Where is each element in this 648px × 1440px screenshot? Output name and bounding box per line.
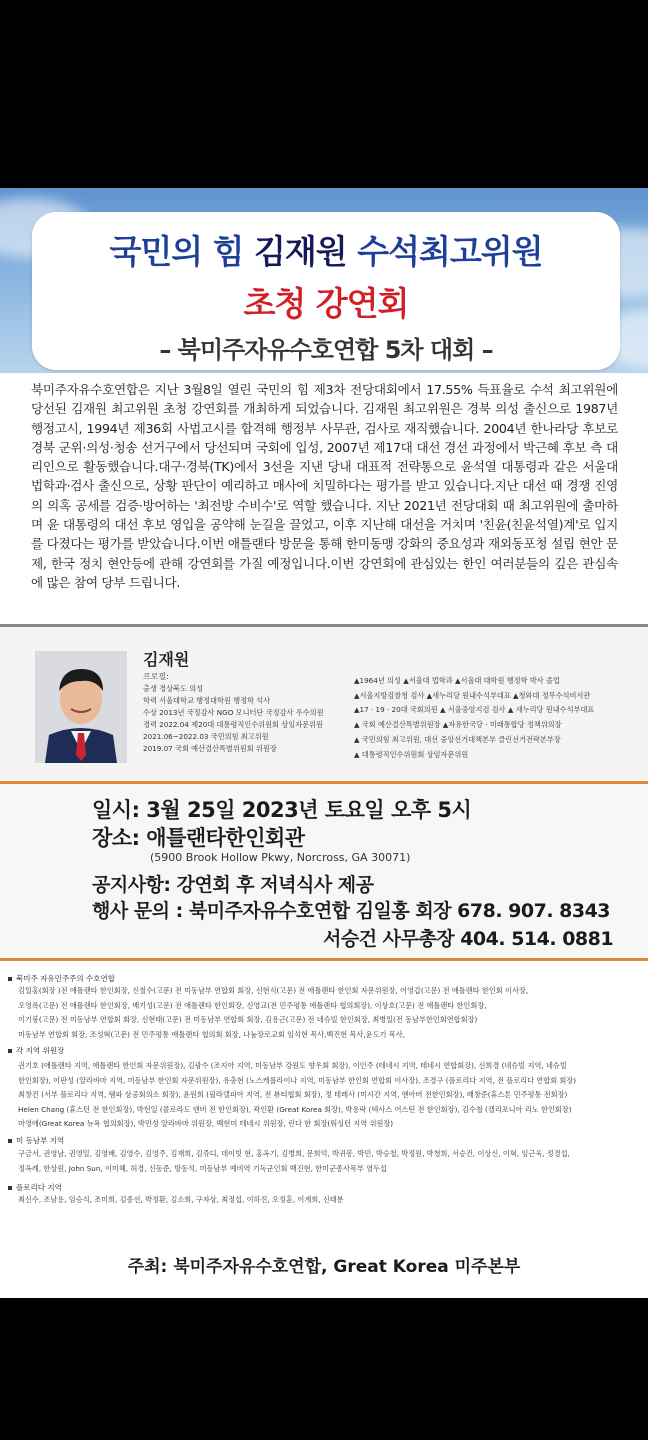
main-title: 국민의 힘 김재원 수석최고위원 (109, 232, 543, 271)
members-section (0, 961, 648, 1298)
section-title: 북미주 자유민주주의 수호연합 (8, 973, 115, 984)
speaker-photo (35, 651, 127, 763)
member-list: 최신수, 조남용, 임승석, 조미희, 김종선, 박정환, 김소희, 구자상, 최정섭, 이하진, 오정훈, 이계희, 신태분 (18, 1195, 344, 1204)
section-title: 각 지역 위원장 (8, 1045, 64, 1056)
event-contact-2: 서승건 사무총장 404. 514. 0881 (323, 928, 614, 950)
member-list: 김일홍(회장 )전 애틀랜타 한인회장, 신철수(고문) 전 미동남부 연합회 회장, 신현식(고문) 전 애틀랜타 한인회 자문위원장, 어영갑(고문) 전 애틀랜타 한인회 이사장, 오영록(고문) 전 애틀랜타 한인회장, 배기성(고문) 전 애틀랜타 한인회장, 신영교(전 민주평통 애틀랜타 협의회장), 이상호(고문) 전 애틀랜타 한인회장, 이기붕(고문) 전 미동남부 연합회 회장, 신현태(고문) 전 미동남부 연합회 회장, 김용근(고문) 전 네슈빌 한인회장, 최병일(전 동남부한인회연합회장) 미동남부 연합회 회장, 조성혁(고문) 전 민주평통 애틀랜타 협의회 회장, 나눔장로교회 임석현 목사,백진현 목사,윤도기 목사, (18, 986, 529, 1039)
title-box (32, 212, 620, 370)
event-notice: 공지사항: 강연회 후 저녁식사 제공 (92, 874, 374, 896)
profile-details: 출생 경상북도 의성 학력 서울대학교 행정대학원 행정학 석사 수상 2013년 국정감사 NGO 모니터단 국정감사 우수의원 경력 2022.04 제20대 대통령직인수위원회 상임자문위원 2021.06~2022.03 국민의힘 최고위원 2019.07 국회 예산결산특별위원회 위원장 (143, 684, 324, 753)
host-organizers: 주최: 북미주자유수호연합, Great Korea 미주본부 (127, 1257, 521, 1277)
intro-paragraph: 북미주자유수호연합은 지난 3월8일 열린 국민의 힘 제3차 전당대회에서 17.55% 득표율로 수석 최고위원에 당선된 김재원 최고위원 초청 강연회를 개최하게 되었습니다. 김재원 최고위원은 경북 의성 출신으로 1987년 행정고시, 1994년 제36회 사법고시를 합격해 행정부 사무관, 검사로 재직했습니다. 2004년 한나라당 후보로 경북 군위·의성·청송 선거구에서 당선되며 국회에 입성, 2007년 제17대 대선 경선 과정에서 박근혜 후보 측 대리인으로 활동했습니다.대구·경북(TK)에서 3선을 지낸 당내 대표적 전략통으로 윤석열 대통령과 같은 서울대 법학과·검사 출신으로, 상황 판단이 예리하고 매사에 치밀하다는 평가를 받고 있습니다.지난 대선 때 경쟁 진영의 의혹 공세를 검증·방어하는 '최전방 수비수'로 역할 했습니다. 지난 2021년 전당대회 때 최고위원에 출마하며 윤 대통령의 대선 후보 영입을 공약해 눈길을 끌었고, 이후 지난해 대선을 거치며 '친윤(친윤석열)계'로 입지를 다졌다는 평가를 받았습니다.이번 애틀랜타 방문을 통해 한미동맹 강화의 중요성과 재외동포청 설립 현안 문제, 한국 정치 현안등에 관해 강연회를 가질 예정입니다.이번 강연회에 관심있는 한인 여러분들의 깊은 관심속에 많은 참여 당부 드립니다. (31, 382, 618, 590)
event-subtitle: – 북미주자유수호연합 5차 대회 – (159, 336, 493, 364)
section-title: 미 동남부 지역 (8, 1135, 64, 1146)
member-list: 구금서, 권영남, 권영일, 김영배, 김영수, 김영주, 김재희, 김쥬디, 데이빗 현, 홍옥기, 김병희, 문희억, 박귀봉, 박민, 박승철, 박정원, 박청희, 서승건, 이상신, 이혁, 임근욱, 정경섭, 정옥례, 한상원, John Sun, 이미혜, 허경, 신동준, 방동석, 미동남부 예비역 기독군인회 백진현, 한미군종사목부 염두섭 (18, 1149, 570, 1173)
event-datetime: 일시: 3월 25일 2023년 토요일 오후 5시 (92, 798, 472, 822)
profile-label: 프로필: (143, 672, 169, 681)
event-contact: 행사 문의 : 북미주자유수호연합 김일홍 회장 678. 907. 8343 (92, 900, 611, 922)
poster (0, 188, 648, 1298)
event-address: (5900 Brook Hollow Pkwy, Norcross, GA 30071) (150, 851, 411, 864)
career-list: ▲1964년 의성 ▲서울대 법학과 ▲서울대 대학원 행정학 박사 졸업 ▲서울지방검찰청 검사 ▲새누리당 원내수석부대표 ▲청와대 정무수석비서관 ▲17 · 19 · 20대 국회의원 ▲ 서울중앙지검 검사 ▲ 새누리당 원내수석부대표 ▲ 국회 예산결산특별위원장 ▲자유한국당 · 미래통합당 정책위의장 ▲ 국민의힘 최고위원, 대선 중앙선거대책본부 클린선거전략본부장 ▲ 대통령직인수위원회 상임자문위원 (354, 676, 595, 759)
section-title: 플로리다 지역 (8, 1182, 62, 1193)
member-list: 권기호 (애틀랜타 지역, 애틀랜타 한인회 자문위원장), 김광수 (조지아 지역, 미동남부 강원도 향우회 회장), 이인주 (테네시 지역, 테네시 연합회장), 신희경 (네슈빌 지역, 네슈빌 한인회장), 이판성 (알라바마 지역, 미동남부 한인회 자문위원장), 유충현 (노스캐롤라이나 지역, 미동남부 한인회 연합회 이사장), 조경구 (플로리다 지역, 전 플로리다 연합회 회장) 최창건 (서부 플로리다 지역, 탬파 상공회의소 회장), 윤원희 (필라델피아 지역, 전 뷰티협회 회장), 정 테레사 (미시간 지역, 앤아버 전한인회장), 배창준(휴스톤 민주평통 전회장) Helen Chang (휴스턴 전 한인회장), 박헌일 (콜로라도 덴버 전 한인회장), 곽인환 (Great Korea 회장), 박용락 (텍사스 어스틴 전 한인회장), 김수철 (캘리포니아 리노 한인회장) 마영애(Great Korea 뉴욕 협의회장), 박민성 알라바마 위원장, 백현미 테네시 위원장, 린다 한 회장(워싱턴 지역 위원장) (18, 1061, 577, 1129)
title-banner (0, 188, 648, 373)
speaker-name: 김재원 (143, 650, 190, 669)
event-info (0, 784, 648, 958)
profile-section (0, 627, 648, 781)
event-title: 초청 강연회 (243, 284, 409, 323)
event-venue: 장소: 애틀랜타한인회관 (92, 826, 305, 850)
